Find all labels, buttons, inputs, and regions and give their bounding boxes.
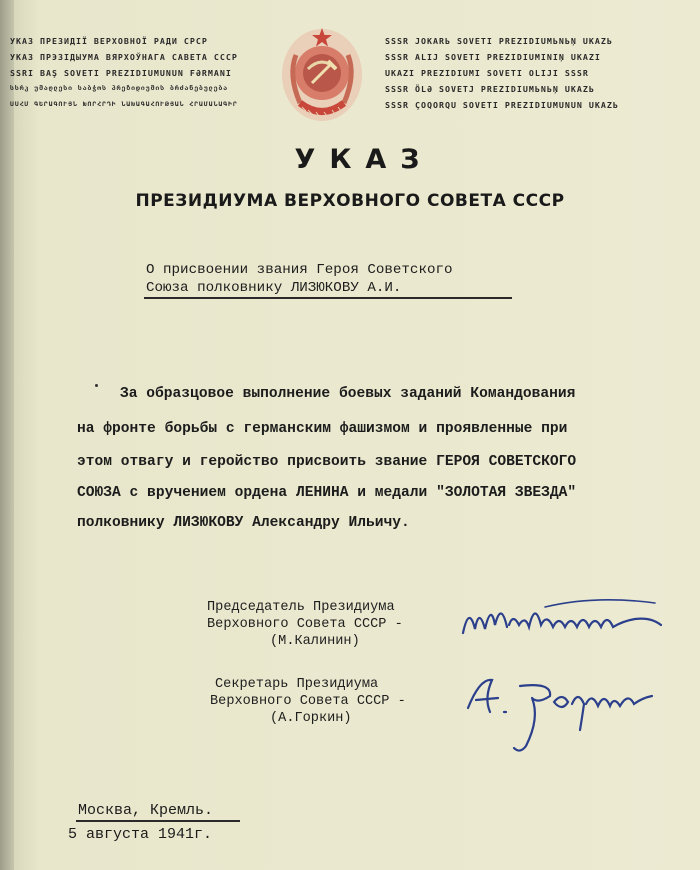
header-line-belarusian: УКАЗ ПРЭЗІДЫУМА ВЯРХОЎНАГА САВЕТА СССР	[10, 52, 238, 62]
signature-1-name: (М.Калинин)	[270, 634, 360, 649]
header-line-tajik: UKAZI PREZIDIUMI SOVETI OLIJI SSSR	[385, 68, 589, 78]
body-line-2: на фронте борьбы с германским фашизмом и проявленные при	[77, 421, 568, 437]
date-of-signing: 5 августа 1941г.	[68, 826, 213, 843]
header-line-kazakh: SSSR JOKARЬ SOVETI PREZIDIUMЬNЬŅ UKAZЬ	[385, 36, 613, 46]
document-subtitle: ПРЕЗИДИУМА ВЕРХОВНОГО СОВЕТА СССР	[135, 191, 565, 211]
signature-2-name: (А.Горкин)	[270, 711, 352, 726]
signature-2-title-line2: Верховного Совета СССР -	[210, 694, 406, 709]
header-line-kyrgyz: SSSR ALIJ SOVETI PREZIDIUMINIŅ UKAZI	[385, 52, 601, 62]
place-underline	[76, 820, 240, 822]
header-line-turkmen: SSSR ÇOQORQU SOVETI PREZIDIUMUNUN UKAZЬ	[385, 100, 619, 110]
header-line-ukrainian: УКАЗ ПРЕЗИДІЇ ВЕРХОВНОЇ РАДИ СРСР	[10, 36, 208, 46]
subject-underline	[144, 297, 512, 299]
margin-dot	[95, 384, 98, 387]
header-line-georgian: სსრკ უმაღლესი საბჭოს პრეზიდიუმის ბრძანებულება	[10, 84, 229, 92]
header-line-azerbaijani: SSRI BAŞ SOVETI PREZIDIUMUNUN FƏRMANI	[10, 68, 232, 78]
header-line-armenian: ՍՍՀՄ ԳԵՐԱԳՈՒՅՆ ԽՈՐՀՐԴԻ ՆԱԽԱԳԱՀՈՒԹՅԱՆ ՀՐԱՄԱՆԱԳԻՐ	[10, 100, 238, 108]
place-of-signing: Москва, Кремль.	[78, 802, 214, 819]
document-title: УКАЗ	[294, 144, 434, 175]
page-binding-edge	[0, 0, 14, 870]
body-line-1: За образцовое выполнение боевых заданий Командования	[120, 386, 576, 402]
subject-line-2: Союза полковнику ЛИЗЮКОВУ А.И.	[146, 280, 402, 296]
ussr-emblem-icon	[278, 25, 366, 125]
signature-2-title-line1: Секретарь Президиума	[215, 677, 379, 692]
body-line-5: полковнику ЛИЗЮКОВУ Александру Ильичу.	[77, 515, 410, 531]
header-line-uzbek: SSSR ÖLƏ SOVETJ PREZIDIUMЬNЬŅ UKAZЬ	[385, 84, 595, 94]
signature-1-handwritten-icon	[455, 585, 670, 655]
body-line-4: СОЮЗА с вручением ордена ЛЕНИНА и медали "ЗОЛОТАЯ ЗВЕЗДА"	[77, 485, 577, 501]
signature-1-title-line1: Председатель Президиума	[207, 600, 395, 615]
subject-line-1: О присвоении звания Героя Советского	[146, 262, 453, 278]
body-line-3: этом отвагу и геройство присвоить звание ГЕРОЯ СОВЕТСКОГО	[77, 454, 577, 470]
signature-1-title-line2: Верховного Совета СССР -	[207, 617, 403, 632]
signature-2-handwritten-icon	[462, 668, 662, 758]
